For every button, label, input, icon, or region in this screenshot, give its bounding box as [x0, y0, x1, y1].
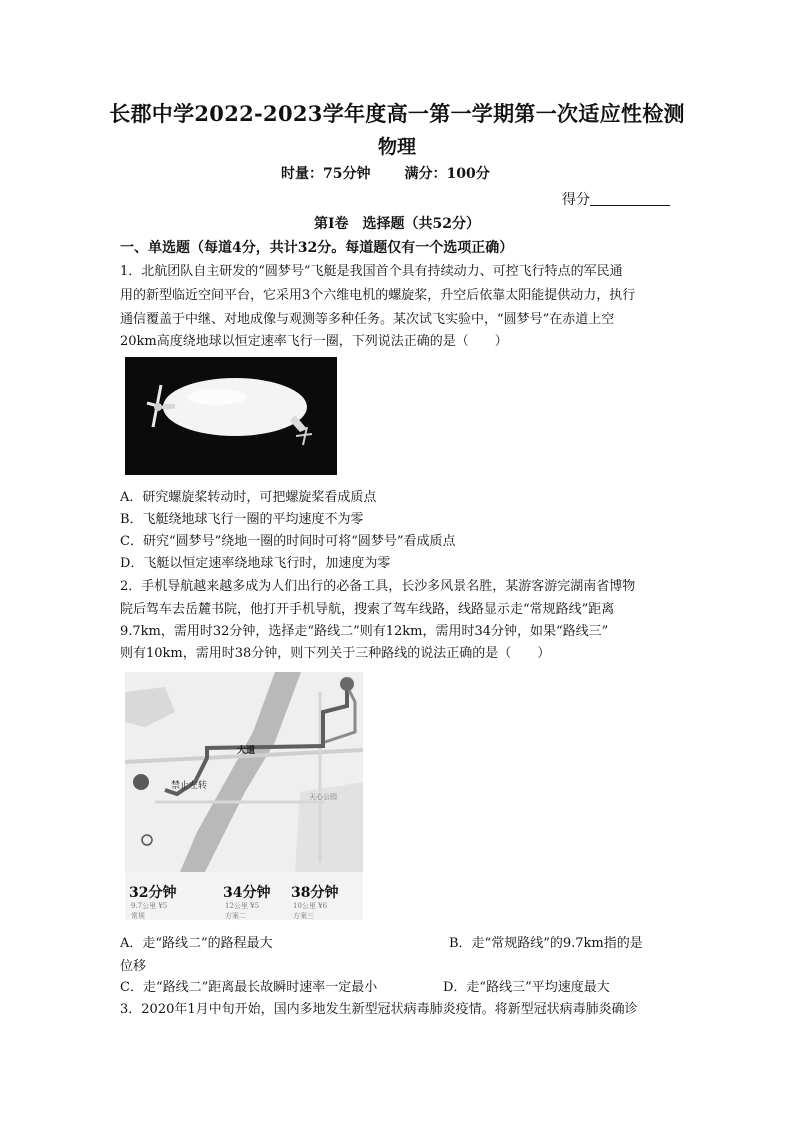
airship-photo: [125, 357, 337, 475]
q1-option-b: B．飞艇绕地球飞行一圈的平均速度不为零: [120, 512, 364, 527]
map-no-left-turn-label: 禁止左转: [171, 781, 208, 791]
airship-illustration: [125, 357, 337, 475]
q2-stem-line-1: 2．手机导航越来越多成为人们出行的必备工具，长沙多风景名胜，某游客游完湖南省博物: [120, 579, 636, 594]
q1-stem-line-2: 用的新型临近空间平台，它采用3个六维电机的螺旋桨，升空后依靠太阳能提供动力，执行: [120, 288, 636, 303]
score-label: 得分: [562, 192, 590, 208]
route-1-distance: 9.7公里 ¥5: [131, 902, 168, 910]
q1-option-d: D．飞艇以恒定速率绕地球飞行时，加速度为零: [120, 556, 391, 571]
q2-stem-line-4: 则有10km，需用时38分钟，则下列关于三种路线的说法正确的是（ ）: [120, 646, 551, 661]
map-road-label: 大道: [237, 746, 256, 756]
q1-stem-line-4: 20km高度绕地球以恒定速率飞行一圈，下列说法正确的是（ ）: [120, 334, 508, 349]
route-2-time: 34分钟: [223, 885, 271, 901]
q2-option-b: B．走“常规路线”的9.7km指的是: [449, 936, 643, 951]
route-3-distance: 10公里 ¥6: [293, 902, 328, 910]
route-2-name: 方案二: [225, 912, 246, 920]
q2-option-b-cont: 位移: [120, 959, 147, 974]
route-3-time: 38分钟: [291, 885, 339, 901]
part-title: 一、单选题（每道4分，共计32分。每道题仅有一个选项正确）: [120, 240, 514, 256]
q2-stem-line-3: 9.7km，需用时32分钟，选择走“路线二”则有12km，需用时34分钟，如果“路线三”: [120, 624, 609, 639]
map-park-label: 天心公园: [309, 793, 337, 801]
exam-title: 长郡中学2022-2023学年度高一第一学期第一次适应性检测: [109, 101, 685, 126]
q3-stem-line-1: 3．2020年1月中旬开始，国内多地发生新型冠状病毒肺炎疫情。将新型冠状病毒肺炎确诊: [120, 1002, 638, 1017]
q2-option-c: C．走“路线二”距离最长故瞬时速率一定最小: [120, 980, 378, 995]
time-limit: 时量：75分钟: [281, 166, 371, 182]
score-blank: [590, 191, 670, 206]
q1-option-a: A．研究螺旋桨转动时，可把螺旋桨看成质点: [120, 490, 377, 505]
route-1-name: 常规: [131, 912, 145, 920]
map-illustration: [125, 672, 363, 872]
exam-meta: [281, 163, 490, 183]
navigation-map: [125, 672, 363, 920]
route-3-name: 方案三: [293, 912, 314, 920]
subject-title: 物理: [377, 136, 416, 158]
q2-option-a: A．走“路线二”的路程最大: [120, 936, 273, 951]
q2-option-d: D．走“路线三”平均速度最大: [443, 980, 610, 995]
route-1-time: 32分钟: [129, 885, 177, 901]
q1-stem-line-3: 通信覆盖于中继、对地成像与观测等多种任务。某次试飞实验中，“圆梦号”在赤道上空: [120, 312, 615, 327]
q1-stem-line-1: 1．北航团队自主研发的“圆梦号”飞艇是我国首个具有持续动力、可控飞行特点的军民通: [120, 264, 623, 279]
q1-option-c: C．研究“圆梦号”绕地一圈的时间时可将“圆梦号”看成质点: [120, 534, 456, 549]
score-field: [562, 189, 670, 209]
route-2-distance: 12公里 ¥5: [225, 902, 260, 910]
q2-stem-line-2: 院后驾车去岳麓书院，他打开手机导航，搜索了驾车线路，线路显示走“常规路线”距离: [120, 602, 615, 617]
section-title: 第Ⅰ卷 选择题（共52分）: [313, 216, 481, 232]
full-score: 满分：100分: [404, 166, 490, 182]
